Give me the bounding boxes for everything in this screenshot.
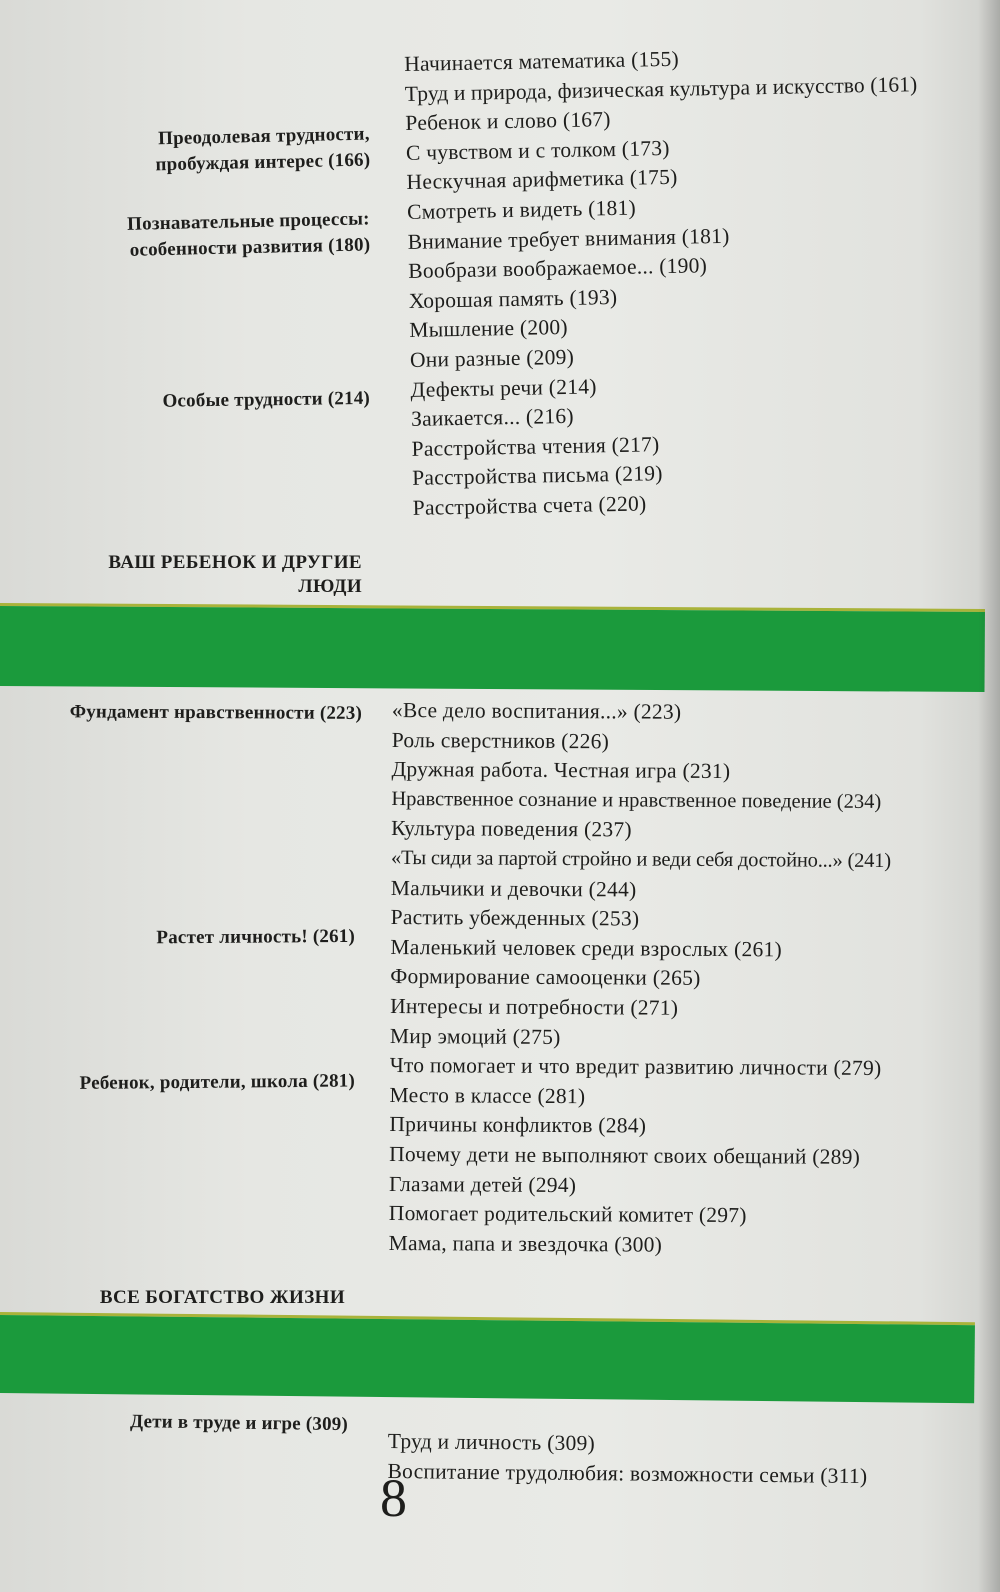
topic-heading (60, 386, 370, 416)
chapter-band (0, 1315, 975, 1403)
toc-entry: «Ты сиди за партой стройно и веди себя достойно...» (241) (390, 846, 891, 873)
chapter-line: ВАШ РЕБЕНОК И ДРУГИЕ (108, 552, 362, 573)
toc-entry: Причины конфликтов (284) (389, 1112, 647, 1138)
toc-entry: Роль сверстников (226) (391, 727, 610, 753)
toc-entry: Почему дети не выполняют своих обещаний (289) (389, 1141, 861, 1169)
toc-entry: Растить убежденных (253) (390, 905, 640, 931)
topic-line: пробуждая интерес (166) (155, 149, 371, 176)
toc-entry: Хорошая память (193) (408, 284, 618, 313)
toc-entry: Что помогает и что вредит развитию личности (279) (389, 1053, 882, 1081)
chapter-line: ВСЕ БОГАТСТВО ЖИЗНИ (99, 1287, 345, 1308)
topic-line: Дети в труде и игре (309) (129, 1411, 349, 1436)
topic-heading (10, 699, 362, 727)
toc-entry: «Все дело воспитания...» (223) (391, 697, 682, 724)
toc-entry: Мир эмоций (275) (389, 1023, 561, 1049)
topic-heading (40, 924, 355, 952)
toc-entry: Вообрази воображаемое... (190) (408, 253, 708, 284)
toc-entry: Нескучная арифметика (175) (406, 165, 678, 195)
topic-line: Особые трудности (214) (162, 387, 371, 412)
toc-entry: Дружная работа. Честная игра (231) (391, 757, 731, 784)
toc-entry: Заикается... (216) (410, 403, 574, 432)
chapter-line: ЛЮДИ (298, 576, 362, 597)
toc-entry: Мама, папа и звездочка (300) (388, 1230, 663, 1257)
toc-entry: Ребенок и слово (167) (405, 107, 611, 136)
chapter-heading (50, 551, 362, 599)
toc-entry: Формирование самооценки (265) (390, 964, 701, 991)
chapter-band (0, 606, 985, 692)
toc-entry: Воспитание трудолюбия: возможности семьи (311) (387, 1458, 868, 1488)
topic-line: Преодолевая трудности, (157, 123, 370, 150)
toc-entry: Интересы и потребности (271) (390, 993, 679, 1020)
toc-entry: Мышление (200) (409, 315, 568, 343)
toc-entry: Глазами детей (294) (388, 1171, 577, 1197)
toc-entry: Расстройства письма (219) (411, 461, 663, 491)
toc-entries (389, 696, 992, 1262)
toc-entry: Дефекты речи (214) (410, 373, 597, 402)
toc-entry: Культура поведения (237) (391, 816, 632, 842)
toc-entry: Начинается математика (155) (404, 46, 680, 76)
toc-entry: Нравственное сознание и нравственное поведение (234) (391, 787, 882, 813)
toc-entry: Труд и личность (309) (387, 1428, 596, 1456)
page-edge-shadow (978, 0, 1000, 1592)
topic-heading (49, 206, 370, 265)
toc-entry: Труд и природа, физическая культура и искусство (161) (404, 71, 918, 106)
topic-line: Ребенок, родители, школа (281) (79, 1070, 356, 1094)
toc-entry: Маленький человек среди взрослых (261) (390, 934, 782, 962)
toc-entries (404, 38, 1000, 523)
toc-entry: Помогает родительский комитет (297) (388, 1201, 747, 1228)
page-number: 8 (380, 1468, 407, 1528)
topic-heading (59, 121, 370, 180)
toc-entry: Расстройства счета (220) (412, 491, 647, 520)
topic-heading (10, 1068, 355, 1097)
toc-entry: Они разные (209) (409, 344, 575, 372)
toc-entry: Расстройства чтения (217) (411, 431, 660, 461)
topic-heading (40, 1408, 348, 1438)
toc-entry: Место в классе (281) (389, 1082, 586, 1108)
chapter-heading (40, 1286, 345, 1310)
topic-line: Фундамент нравственности (223) (69, 701, 363, 724)
topic-line: Познавательные процессы: (126, 208, 370, 235)
topic-line: Растет личность! (261) (156, 925, 356, 949)
topic-line: особенности развития (180) (129, 234, 371, 261)
toc-entry: С чувством и с толком (173) (405, 135, 670, 165)
toc-entry: Смотреть и видеть (181) (406, 195, 637, 224)
toc-entry: Мальчики и девочки (244) (390, 875, 637, 902)
toc-entries (387, 1427, 988, 1492)
toc-entry: Внимание требует внимания (181) (407, 223, 730, 254)
